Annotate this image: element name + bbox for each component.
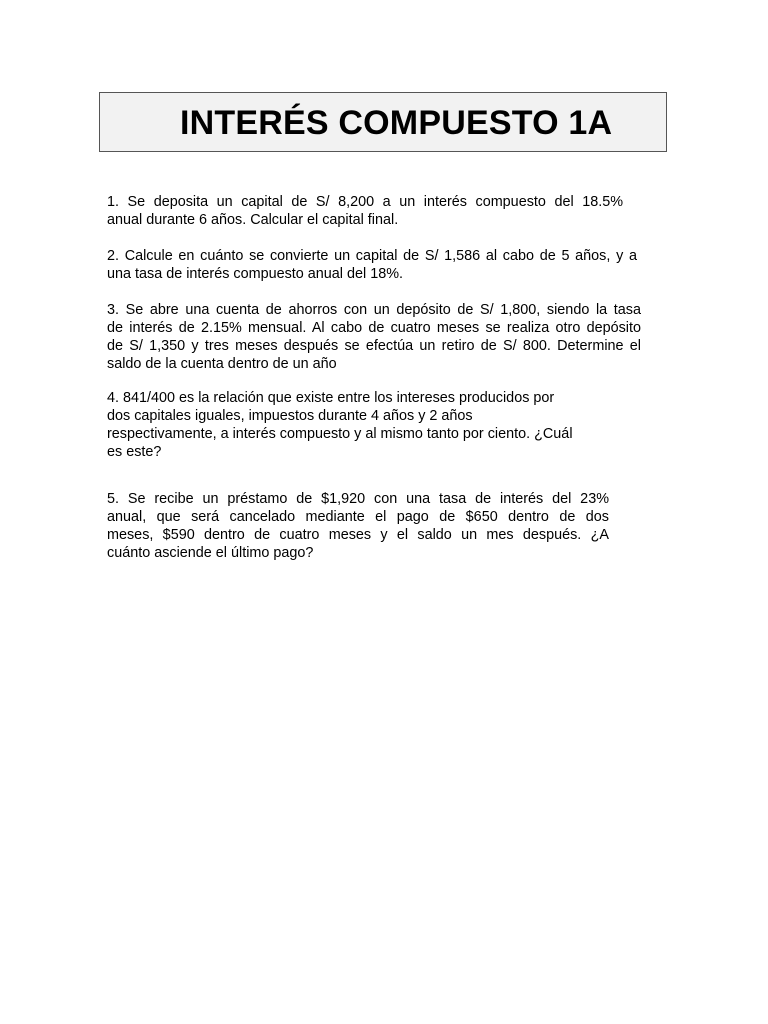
problem-3-line-1: 3. Se abre una cuenta de ahorros con un depósito de S/ 1,800, siendo la tasa (107, 302, 641, 318)
problem-3-line-3: de S/ 1,350 y tres meses después se efectúa un retiro de S/ 800. Determine el (107, 338, 641, 354)
problem-4-line-4: es este? (107, 444, 162, 460)
title-box (99, 92, 667, 152)
problem-3 (107, 301, 641, 373)
problem-2 (107, 247, 637, 283)
problem-5 (107, 490, 609, 562)
problem-5-line-3: meses, $590 dentro de cuatro meses y el saldo un mes después. ¿A (107, 527, 609, 543)
problem-4-line-3: respectivamente, a interés compuesto y al mismo tanto por ciento. ¿Cuál (107, 426, 573, 442)
problem-2-line-2: una tasa de interés compuesto anual del 18%. (107, 266, 404, 282)
problem-5-line-4: cuánto asciende el último pago? (107, 545, 314, 561)
problem-4-line-2: dos capitales iguales, impuestos durante 4 años y 2 años (107, 408, 473, 424)
problem-2-line-1: 2. Calcule en cuánto se convierte un capital de S/ 1,586 al cabo de 5 años, y a (107, 248, 637, 264)
problem-5-line-1: 5. Se recibe un préstamo de $1,920 con una tasa de interés del 23% (107, 491, 609, 507)
problem-1-line-1: 1. Se deposita un capital de S/ 8,200 a un interés compuesto del 18.5% (107, 194, 623, 210)
problem-5-line-2: anual, que será cancelado mediante el pago de $650 dentro de dos (107, 509, 609, 525)
problem-3-line-4: saldo de la cuenta dentro de un año (107, 356, 337, 372)
problem-3-line-2: de interés de 2.15% mensual. Al cabo de cuatro meses se realiza otro depósito (107, 320, 641, 336)
problem-1 (107, 193, 623, 229)
problem-4 (107, 389, 602, 461)
page-title: INTERÉS COMPUESTO 1A (180, 104, 613, 142)
problem-4-line-1: 4. 841/400 es la relación que existe entre los intereses producidos por (107, 390, 555, 406)
problem-1-line-2: anual durante 6 años. Calcular el capital final. (107, 212, 399, 228)
